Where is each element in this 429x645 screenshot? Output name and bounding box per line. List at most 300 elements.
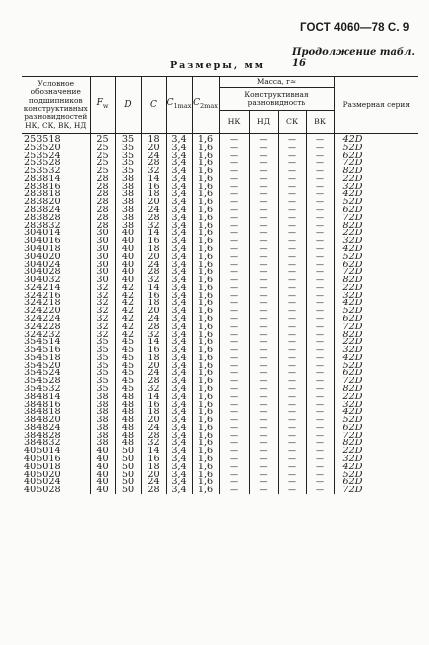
cell-c: 24: [141, 261, 166, 269]
cell-vk: —: [306, 222, 334, 230]
cell-c1max: 3,4: [166, 471, 192, 479]
table-row: [22, 222, 418, 230]
cell-nd: —: [249, 447, 278, 455]
cell-c1max: 3,4: [166, 198, 192, 206]
cell-sk: —: [278, 144, 306, 152]
header-fw: [90, 77, 115, 134]
cell-c: 32: [141, 385, 166, 393]
cell-nk: —: [219, 478, 249, 486]
cell-fw: 25: [90, 144, 115, 152]
cell-nk: —: [219, 455, 249, 463]
cell-nd: —: [249, 478, 278, 486]
cell-nk: —: [219, 268, 249, 276]
table-row: [22, 463, 418, 471]
table-row: [22, 323, 418, 331]
cell-designation: 304016: [24, 237, 61, 245]
header-d: D: [115, 77, 141, 134]
cell-vk: —: [306, 134, 334, 144]
header-vk: ВК: [306, 111, 334, 134]
cell-fw: 38: [90, 432, 115, 440]
cell-nd: —: [249, 144, 278, 152]
cell-nd: —: [249, 369, 278, 377]
cell-designation: 304020: [24, 252, 61, 261]
cell-c: 32: [141, 439, 166, 447]
cell-designation: 283814: [24, 174, 61, 183]
cell-vk: —: [306, 385, 334, 393]
cell-series: 42D: [334, 245, 418, 253]
cell-series: 22D: [334, 447, 418, 455]
cell-vk: —: [306, 299, 334, 307]
table-row: [22, 167, 418, 175]
table-row: [22, 447, 418, 455]
cell-c1max: 3,4: [166, 214, 192, 222]
cell-c: 20: [141, 198, 166, 206]
header-c1max: [166, 77, 192, 134]
cell-c1max: 3,4: [166, 486, 192, 494]
cell-d: 48: [115, 439, 141, 447]
cell-d: 45: [115, 369, 141, 377]
cell-nd: —: [249, 253, 278, 261]
table-row: [22, 486, 418, 494]
cell-designation: 354524: [24, 369, 61, 378]
cell-fw: 32: [90, 299, 115, 307]
cell-series: 72D: [334, 486, 418, 494]
cell-designation: 324216: [24, 291, 61, 300]
cell-series: 82D: [334, 222, 418, 230]
cell-vk: —: [306, 198, 334, 206]
cell-vk: —: [306, 214, 334, 222]
cell-sk: —: [278, 354, 306, 362]
cell-nk: —: [219, 354, 249, 362]
cell-nk: —: [219, 190, 249, 198]
table-row: [22, 198, 418, 206]
cell-c: 28: [141, 214, 166, 222]
cell-series: 32D: [334, 292, 418, 300]
cell-sk: —: [278, 175, 306, 183]
cell-nk: —: [219, 206, 249, 214]
cell-nk: —: [219, 463, 249, 471]
cell-c2max: 1,6: [192, 346, 219, 354]
cell-designation: 354528: [24, 377, 61, 385]
cell-vk: —: [306, 167, 334, 175]
cell-c1max: 3,4: [166, 432, 192, 440]
cell-c1max: 3,4: [166, 167, 192, 175]
cell-sk: —: [278, 276, 306, 284]
cell-d: 50: [115, 478, 141, 486]
cell-c1max: 3,4: [166, 447, 192, 455]
table-row: [22, 206, 418, 214]
cell-nk: —: [219, 377, 249, 385]
header-variants: Конструктивная разновидность: [219, 88, 334, 111]
cell-c2max: 1,6: [192, 369, 219, 377]
cell-nk: —: [219, 229, 249, 237]
cell-nd: —: [249, 338, 278, 346]
cell-d: 45: [115, 377, 141, 385]
cell-fw: 40: [90, 478, 115, 486]
cell-vk: —: [306, 331, 334, 339]
cell-c1max: 3,4: [166, 369, 192, 377]
cell-nk: —: [219, 401, 249, 409]
cell-c2max: 1,6: [192, 206, 219, 214]
cell-c1max: 3,4: [166, 261, 192, 269]
cell-sk: —: [278, 408, 306, 416]
cell-c2max: 1,6: [192, 424, 219, 432]
cell-c: 32: [141, 331, 166, 339]
cell-nd: —: [249, 292, 278, 300]
cell-c: 14: [141, 447, 166, 455]
cell-d: 35: [115, 134, 141, 144]
cell-c1max: 3,4: [166, 134, 192, 144]
cell-fw: 35: [90, 377, 115, 385]
cell-series: 32D: [334, 183, 418, 191]
cell-c1max: 3,4: [166, 393, 192, 401]
cell-c2max: 1,6: [192, 432, 219, 440]
cell-vk: —: [306, 261, 334, 269]
cell-sk: —: [278, 206, 306, 214]
cell-series: 82D: [334, 385, 418, 393]
cell-c1max: 3,4: [166, 315, 192, 323]
cell-c2max: 1,6: [192, 416, 219, 424]
cell-series: 22D: [334, 284, 418, 292]
cell-c1max: 3,4: [166, 323, 192, 331]
cell-designation: 253532: [24, 167, 61, 175]
table-row: [22, 455, 418, 463]
cell-nk: —: [219, 471, 249, 479]
cell-c: 32: [141, 167, 166, 175]
cell-fw: 40: [90, 486, 115, 494]
cell-c2max: 1,6: [192, 401, 219, 409]
table-row: [22, 159, 418, 167]
cell-vk: —: [306, 315, 334, 323]
cell-series: 82D: [334, 167, 418, 175]
cell-series: 72D: [334, 377, 418, 385]
cell-series: 72D: [334, 323, 418, 331]
cell-nd: —: [249, 486, 278, 494]
cell-vk: —: [306, 354, 334, 362]
cell-d: 35: [115, 159, 141, 167]
cell-fw: 35: [90, 354, 115, 362]
cell-nd: —: [249, 377, 278, 385]
cell-c: 14: [141, 175, 166, 183]
cell-nk: —: [219, 222, 249, 230]
cell-sk: —: [278, 268, 306, 276]
cell-c1max: 3,4: [166, 206, 192, 214]
cell-c1max: 3,4: [166, 299, 192, 307]
cell-series: 22D: [334, 229, 418, 237]
cell-fw: 40: [90, 463, 115, 471]
cell-sk: —: [278, 214, 306, 222]
cell-c: 20: [141, 253, 166, 261]
cell-c: 32: [141, 276, 166, 284]
cell-nk: —: [219, 167, 249, 175]
cell-fw: 25: [90, 152, 115, 160]
cell-d: 50: [115, 471, 141, 479]
cell-nd: —: [249, 206, 278, 214]
cell-c2max: 1,6: [192, 463, 219, 471]
bearing-dimensions-table: [22, 76, 418, 494]
cell-vk: —: [306, 471, 334, 479]
table-row: [22, 229, 418, 237]
table-row: [22, 214, 418, 222]
cell-nk: —: [219, 159, 249, 167]
cell-c: 20: [141, 144, 166, 152]
cell-nd: —: [249, 432, 278, 440]
cell-sk: —: [278, 190, 306, 198]
cell-d: 48: [115, 424, 141, 432]
cell-fw: 38: [90, 393, 115, 401]
cell-c1max: 3,4: [166, 455, 192, 463]
cell-fw: 38: [90, 401, 115, 409]
cell-fw: 25: [90, 167, 115, 175]
cell-d: 45: [115, 346, 141, 354]
cell-nk: —: [219, 134, 249, 144]
cell-c: 24: [141, 478, 166, 486]
cell-c: 16: [141, 346, 166, 354]
table-header: [22, 77, 418, 134]
cell-series: 72D: [334, 214, 418, 222]
cell-series: 72D: [334, 268, 418, 276]
cell-d: 48: [115, 416, 141, 424]
cell-nd: —: [249, 198, 278, 206]
cell-c2max: 1,6: [192, 478, 219, 486]
cell-nd: —: [249, 134, 278, 144]
cell-nd: —: [249, 276, 278, 284]
table-row: [22, 144, 418, 152]
cell-fw: 25: [90, 134, 115, 144]
cell-d: 48: [115, 408, 141, 416]
cell-designation: 405024: [24, 478, 61, 487]
cell-fw: 35: [90, 338, 115, 346]
cell-c1max: 3,4: [166, 152, 192, 160]
cell-sk: —: [278, 346, 306, 354]
cell-nk: —: [219, 408, 249, 416]
cell-nk: —: [219, 253, 249, 261]
cell-nk: —: [219, 237, 249, 245]
table-row: [22, 134, 418, 144]
cell-sk: —: [278, 385, 306, 393]
cell-vk: —: [306, 190, 334, 198]
cell-vk: —: [306, 408, 334, 416]
cell-nd: —: [249, 190, 278, 198]
cell-c2max: 1,6: [192, 323, 219, 331]
cell-fw: 35: [90, 346, 115, 354]
cell-nd: —: [249, 183, 278, 191]
cell-sk: —: [278, 377, 306, 385]
cell-c2max: 1,6: [192, 338, 219, 346]
cell-nk: —: [219, 276, 249, 284]
cell-designation: 304018: [24, 244, 61, 253]
cell-designation: 324224: [24, 314, 61, 323]
cell-nk: —: [219, 292, 249, 300]
table-row: [22, 276, 418, 284]
cell-nk: —: [219, 424, 249, 432]
cell-c: 18: [141, 190, 166, 198]
cell-d: 42: [115, 284, 141, 292]
cell-vk: —: [306, 183, 334, 191]
cell-c: 20: [141, 307, 166, 315]
cell-c2max: 1,6: [192, 175, 219, 183]
header-nk: НК: [219, 111, 249, 134]
cell-nk: —: [219, 315, 249, 323]
cell-series: 22D: [334, 393, 418, 401]
cell-series: 62D: [334, 261, 418, 269]
cell-c2max: 1,6: [192, 377, 219, 385]
cell-c2max: 1,6: [192, 253, 219, 261]
cell-vk: —: [306, 401, 334, 409]
cell-nd: —: [249, 323, 278, 331]
cell-d: 38: [115, 175, 141, 183]
cell-nd: —: [249, 346, 278, 354]
table-row: [22, 338, 418, 346]
cell-c2max: 1,6: [192, 385, 219, 393]
cell-designation: 283832: [24, 221, 61, 230]
cell-c2max: 1,6: [192, 354, 219, 362]
cell-nd: —: [249, 471, 278, 479]
cell-designation: 304028: [24, 268, 61, 277]
cell-d: 38: [115, 190, 141, 198]
table-row: [22, 354, 418, 362]
table-row: [22, 175, 418, 183]
cell-designation: 253520: [24, 143, 61, 152]
cell-c: 32: [141, 222, 166, 230]
cell-sk: —: [278, 478, 306, 486]
cell-c: 28: [141, 432, 166, 440]
cell-c: 16: [141, 292, 166, 300]
table-continuation-note: Продолжение табл. 16: [292, 47, 415, 69]
cell-fw: 35: [90, 369, 115, 377]
cell-sk: —: [278, 362, 306, 370]
cell-vk: —: [306, 346, 334, 354]
cell-vk: —: [306, 416, 334, 424]
cell-sk: —: [278, 299, 306, 307]
cell-c2max: 1,6: [192, 276, 219, 284]
cell-d: 50: [115, 486, 141, 494]
cell-c: 18: [141, 134, 166, 144]
cell-c2max: 1,6: [192, 268, 219, 276]
cell-c1max: 3,4: [166, 401, 192, 409]
table-row: [22, 439, 418, 447]
table-row: [22, 268, 418, 276]
cell-fw: 28: [90, 214, 115, 222]
cell-sk: —: [278, 432, 306, 440]
cell-c1max: 3,4: [166, 439, 192, 447]
cell-sk: —: [278, 455, 306, 463]
cell-c: 24: [141, 206, 166, 214]
cell-nd: —: [249, 229, 278, 237]
cell-designation: 304032: [24, 276, 61, 284]
cell-vk: —: [306, 307, 334, 315]
cell-d: 38: [115, 206, 141, 214]
cell-sk: —: [278, 152, 306, 160]
cell-series: 42D: [334, 354, 418, 362]
cell-c: 16: [141, 237, 166, 245]
cell-vk: —: [306, 237, 334, 245]
cell-vk: —: [306, 439, 334, 447]
cell-c1max: 3,4: [166, 159, 192, 167]
cell-fw: 30: [90, 276, 115, 284]
cell-series: 62D: [334, 478, 418, 486]
cell-designation: 283820: [24, 198, 61, 207]
cell-designation: 354516: [24, 346, 61, 354]
cell-series: 52D: [334, 253, 418, 261]
cell-fw: 28: [90, 183, 115, 191]
cell-designation: 354518: [24, 353, 61, 362]
cell-fw: 38: [90, 408, 115, 416]
table-row: [22, 346, 418, 354]
cell-c1max: 3,4: [166, 229, 192, 237]
table-row: [22, 190, 418, 198]
cell-nk: —: [219, 183, 249, 191]
cell-c1max: 3,4: [166, 245, 192, 253]
cell-sk: —: [278, 159, 306, 167]
cell-designation: 283828: [24, 213, 61, 222]
cell-nk: —: [219, 261, 249, 269]
cell-designation: 304014: [24, 229, 61, 238]
cell-d: 40: [115, 237, 141, 245]
cell-nd: —: [249, 261, 278, 269]
cell-vk: —: [306, 455, 334, 463]
cell-c2max: 1,6: [192, 455, 219, 463]
cell-sk: —: [278, 284, 306, 292]
table-row: [22, 152, 418, 160]
cell-c2max: 1,6: [192, 134, 219, 144]
cell-sk: —: [278, 338, 306, 346]
table-row: [22, 183, 418, 191]
cell-vk: —: [306, 152, 334, 160]
cell-sk: —: [278, 486, 306, 494]
cell-c: 24: [141, 369, 166, 377]
cell-designation: 354520: [24, 361, 61, 370]
cell-c1max: 3,4: [166, 237, 192, 245]
cell-c: 24: [141, 424, 166, 432]
cell-d: 38: [115, 183, 141, 191]
cell-series: 62D: [334, 315, 418, 323]
cell-c: 28: [141, 159, 166, 167]
cell-sk: —: [278, 237, 306, 245]
cell-c: 16: [141, 455, 166, 463]
cell-series: 52D: [334, 144, 418, 152]
cell-nk: —: [219, 245, 249, 253]
cell-fw: 38: [90, 424, 115, 432]
cell-c1max: 3,4: [166, 331, 192, 339]
table-row: [22, 292, 418, 300]
cell-d: 42: [115, 331, 141, 339]
cell-c: 20: [141, 362, 166, 370]
cell-vk: —: [306, 229, 334, 237]
cell-sk: —: [278, 222, 306, 230]
cell-vk: —: [306, 159, 334, 167]
table-row: [22, 362, 418, 370]
cell-nk: —: [219, 439, 249, 447]
cell-sk: —: [278, 471, 306, 479]
cell-c: 24: [141, 315, 166, 323]
cell-designation: 253518: [24, 134, 61, 144]
cell-nd: —: [249, 393, 278, 401]
table-row: [22, 307, 418, 315]
cell-designation: 324218: [24, 299, 61, 308]
cell-c2max: 1,6: [192, 292, 219, 300]
cell-nd: —: [249, 167, 278, 175]
header-c1-subscript: 1max: [173, 102, 192, 111]
cell-c: 14: [141, 338, 166, 346]
cell-d: 38: [115, 214, 141, 222]
cell-nd: —: [249, 245, 278, 253]
cell-d: 50: [115, 463, 141, 471]
cell-nk: —: [219, 447, 249, 455]
cell-designation: 384820: [24, 416, 61, 424]
header-series: Размерная серия: [334, 77, 418, 134]
cell-nd: —: [249, 401, 278, 409]
